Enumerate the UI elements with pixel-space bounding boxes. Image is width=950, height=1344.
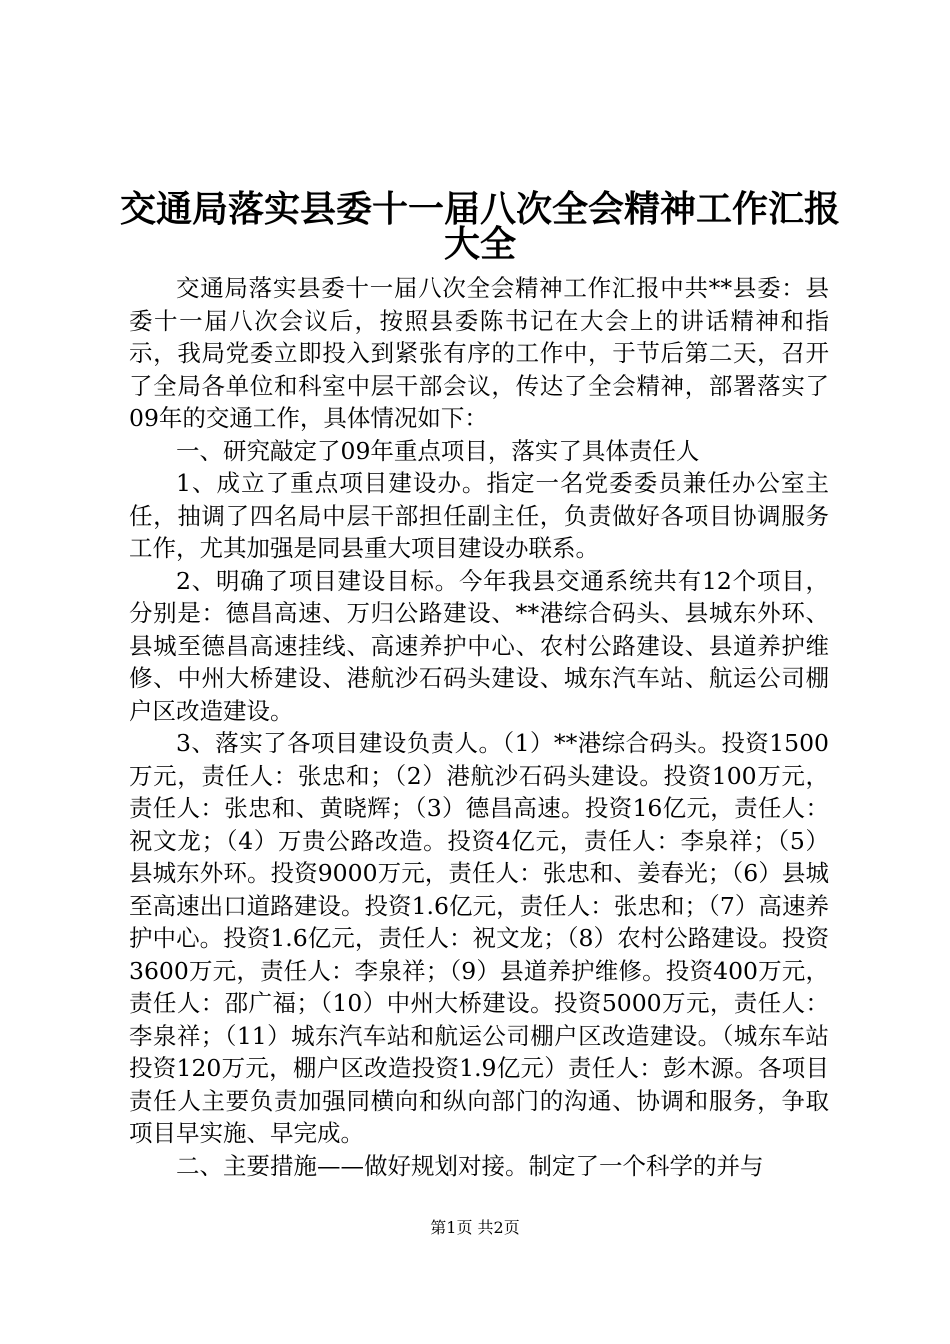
paragraph-item-2: 2、明确了项目建设目标。今年我县交通系统共有12个项目，分别是：德昌高速、万归公路建设、**港综合码头、县城东外环、县城至德昌高速挂线、高速养护中心、农村公路建设、县道养护维修、中州大桥建设、港航沙石码头建设、城东汽车站、航运公司棚户区改造建设。 <box>129 566 829 725</box>
document-title-line1: 交通局落实县委十一届八次全会精神工作汇报 <box>119 188 840 230</box>
page-number-footer: 第1页 共2页 <box>430 1218 520 1237</box>
paragraph-section-2-heading: 二、主要措施——做好规划对接。制定了一个科学的并与 <box>176 1151 764 1180</box>
paragraph-item-3: 3、落实了各项目建设负责人。（1）**港综合码头。投资1500万元，责任人：张忠和；（2）港航沙石码头建设。投资100万元，责任人：张忠和、黄晓辉；（3）德昌高速。投资16亿元，责任人：祝文龙；（4）万贵公路改造。投资4亿元，责任人：李泉祥；（5）县城东外环。投资9000万元，责任人：张忠和、姜春光；（6）县城至高速出口道路建设。投资1.6亿元，责任人：张忠和；（7）高速养护中心。投资1.6亿元，责任人：祝文龙；（8）农村公路建设。投资3600万元，责任人：李泉祥；（9）县道养护维修。投资400万元，责任人：邵广福；（10）中州大桥建设。投资5000万元，责任人：李泉祥；（11）城东汽车站和航运公司棚户区改造建设。（城东车站投资120万元，棚户区改造投资1.9亿元）责任人：彭木源。各项目责任人主要负责加强同横向和纵向部门的沟通、协调和服务，争取项目早实施、早完成。 <box>129 729 829 1147</box>
paragraph-section-1-heading: 一、研究敲定了09年重点项目，落实了具体责任人 <box>176 436 700 465</box>
paragraph-intro: 交通局落实县委十一届八次全会精神工作汇报中共**县委：县委十一届八次会议后，按照县委陈书记在大会上的讲话精神和指示，我局党委立即投入到紧张有序的工作中，于节后第二天，召开了全局各单位和科室中层干部会议，传达了全会精神，部署落实了09年的交通工作，具体情况如下： <box>129 274 829 432</box>
document-title-line2: 大全 <box>443 223 516 265</box>
document-body <box>129 272 829 1182</box>
paragraph-item-1: 1、成立了重点项目建设办。指定一名党委委员兼任办公室主任，抽调了四名局中层干部担任副主任，负责做好各项目协调服务工作，尤其加强是同县重大项目建设办联系。 <box>129 469 829 562</box>
